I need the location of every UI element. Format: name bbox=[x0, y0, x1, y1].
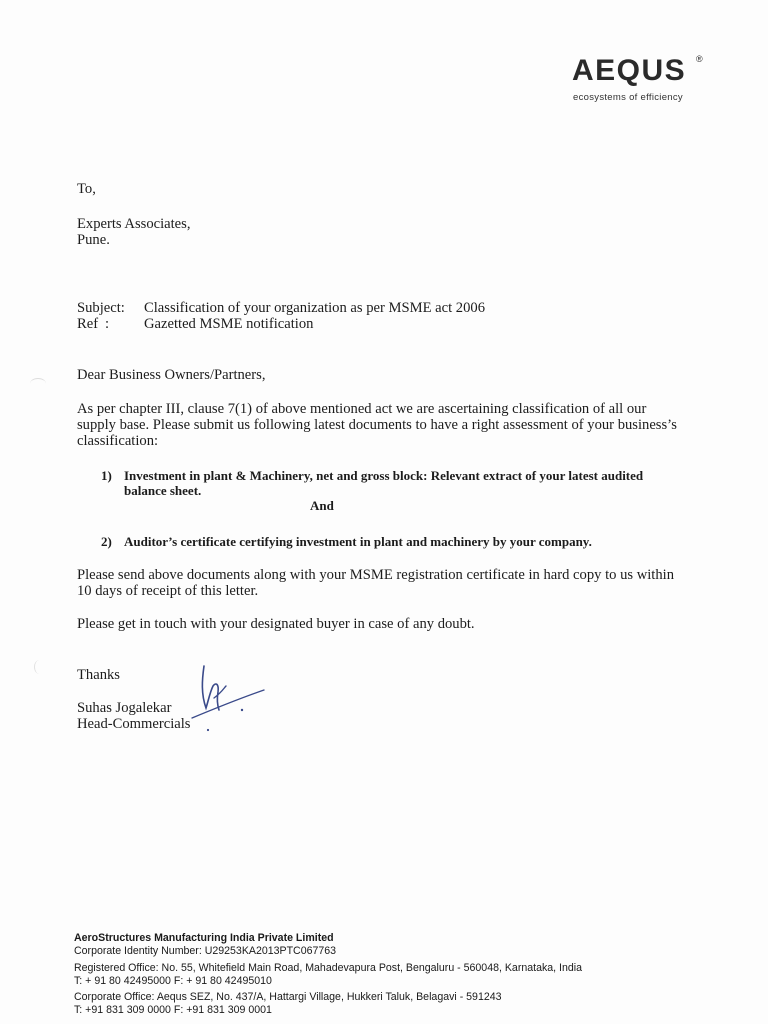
logo-registered-mark: ® bbox=[696, 54, 703, 64]
logo-wordmark: AEQUS bbox=[572, 54, 687, 87]
list-item-2-number: 2) bbox=[101, 534, 112, 549]
scan-artifact-mid bbox=[34, 660, 45, 674]
para1-line2: supply base. Please submit us following latest documents to have a right assessment of your business’s bbox=[77, 417, 677, 433]
subject-line bbox=[77, 300, 485, 316]
recipient-name: Experts Associates, bbox=[77, 216, 191, 232]
list-item-1-line2: balance sheet. bbox=[124, 483, 202, 498]
subject-label: Subject: bbox=[77, 300, 125, 316]
closing-thanks: Thanks bbox=[77, 667, 120, 683]
footer-registered-phone: T: + 91 80 42495000 F: + 91 80 42495010 bbox=[74, 975, 272, 987]
subject-text: Classification of your organization as per MSME act 2006 bbox=[144, 300, 485, 316]
ref-text: Gazetted MSME notification bbox=[144, 316, 314, 332]
para2-line2: 10 days of receipt of this letter. bbox=[77, 583, 259, 599]
para3: Please get in touch with your designated buyer in case of any doubt. bbox=[77, 616, 475, 632]
footer-registered-office: Registered Office: No. 55, Whitefield Main Road, Mahadevapura Post, Bengaluru - 560048, Karnataka, India bbox=[74, 962, 583, 974]
greeting: Dear Business Owners/Partners, bbox=[77, 367, 266, 383]
footer-corporate-office: Corporate Office: Aequs SEZ, No. 437/A, Hattargi Village, Hukkeri Taluk, Belagavi - 591243 bbox=[74, 991, 502, 1003]
scan-artifact-top bbox=[30, 378, 46, 389]
salutation-to: To, bbox=[77, 181, 96, 197]
list-item-1-line1: Investment in plant & Machinery, net and gross block: Relevant extract of your latest audited bbox=[124, 468, 644, 483]
list-and: And bbox=[310, 498, 334, 513]
footer-corporate-phone: T: +91 831 309 0000 F: +91 831 309 0001 bbox=[74, 1004, 272, 1016]
footer-cin: Corporate Identity Number: U29253KA2013PTC067763 bbox=[74, 945, 337, 957]
para2-line1: Please send above documents along with your MSME registration certificate in hard copy to us within bbox=[77, 567, 674, 583]
ref-label: Ref bbox=[77, 316, 99, 332]
logo-tagline: ecosystems of efficiency bbox=[573, 92, 683, 103]
signatory-title: Head-Commercials bbox=[77, 716, 191, 732]
list-item-2-text: Auditor’s certificate certifying investment in plant and machinery by your company. bbox=[124, 534, 592, 549]
recipient-city: Pune. bbox=[77, 232, 110, 248]
list-item-1-number: 1) bbox=[101, 468, 112, 483]
signatory-name: Suhas Jogalekar bbox=[77, 700, 172, 716]
ref-colon: : bbox=[105, 316, 110, 332]
handwritten-signature bbox=[186, 658, 276, 738]
para1-line3: classification: bbox=[77, 433, 159, 449]
footer-company-name: AeroStructures Manufacturing India Private Limited bbox=[74, 932, 334, 944]
ref-line bbox=[77, 316, 313, 332]
para1-line1: As per chapter III, clause 7(1) of above mentioned act we are ascertaining classification of all our bbox=[77, 401, 647, 417]
